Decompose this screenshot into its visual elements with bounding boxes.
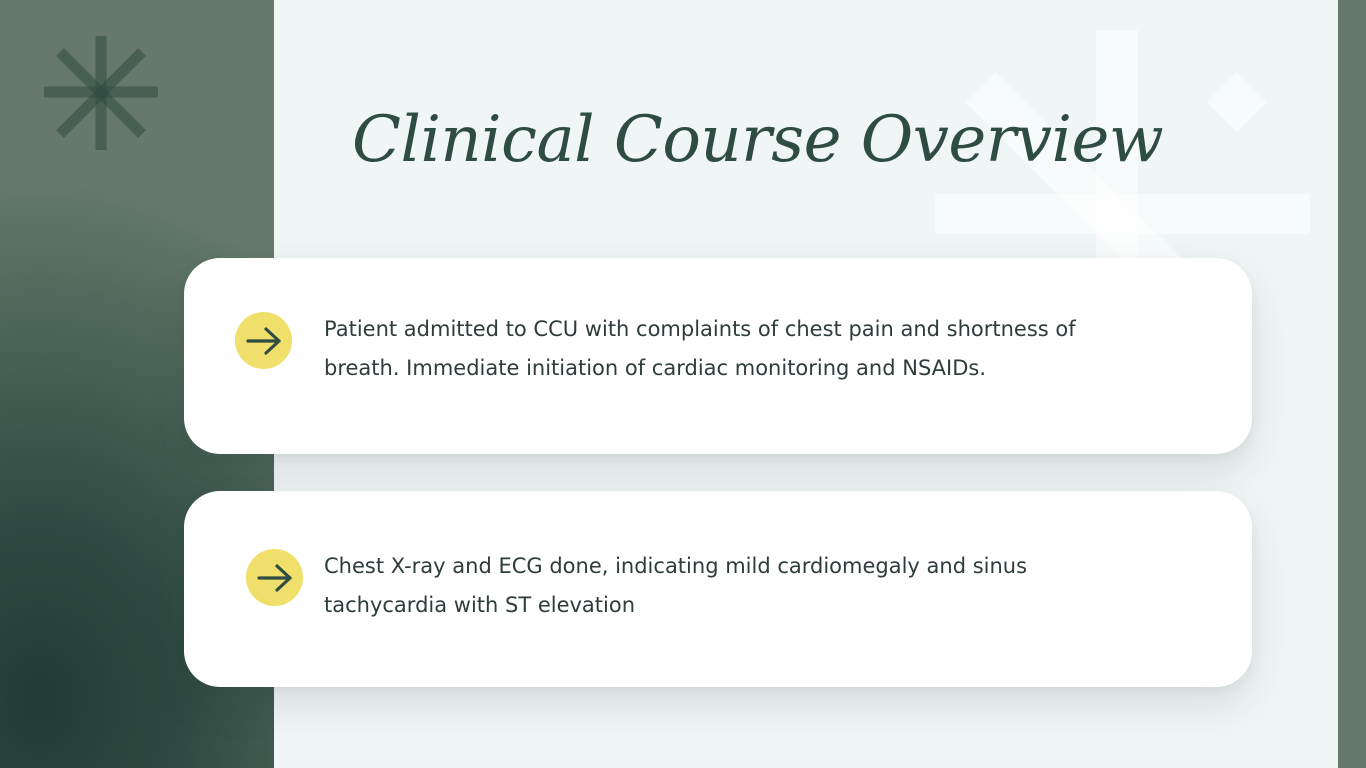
- arrow-right-icon: [246, 549, 303, 606]
- arrow-right-icon: [235, 312, 292, 369]
- asterisk-decoration-icon: [40, 32, 162, 154]
- course-card: [184, 491, 1252, 687]
- right-accent-strip: [1338, 0, 1366, 768]
- card-text: Patient admitted to CCU with complaints of chest pain and shortness of breath. Immediate initiation of cardiac monitoring and NSAIDs.: [324, 317, 1076, 380]
- course-card: [184, 258, 1252, 454]
- card-text: Chest X-ray and ECG done, indicating mild cardiomegaly and sinus tachycardia with ST elevation: [324, 554, 1028, 617]
- page-title: Clinical Course Overview: [352, 103, 1164, 177]
